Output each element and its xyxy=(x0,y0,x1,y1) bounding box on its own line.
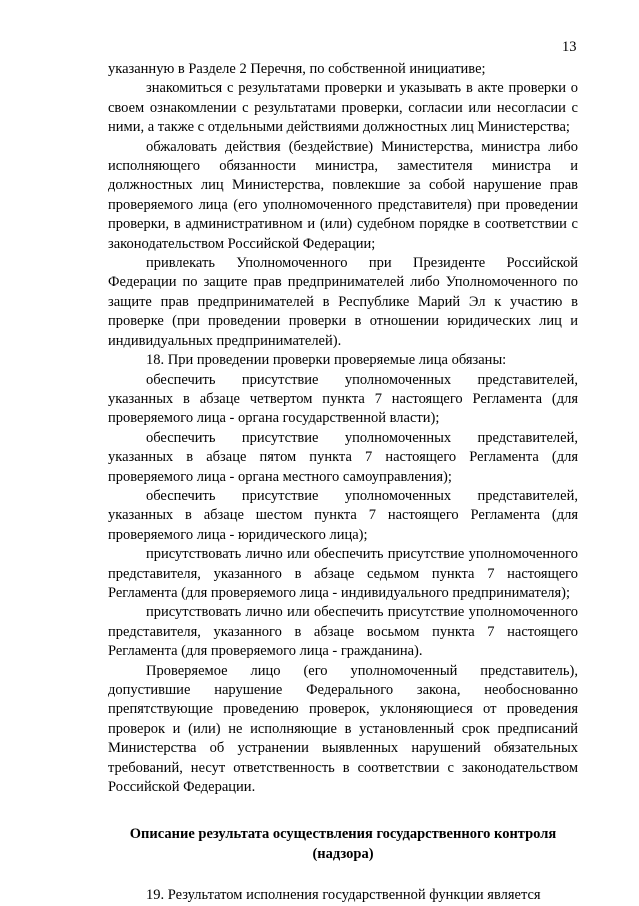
paragraph-11: Проверяемое лицо (его уполномоченный представитель), допустившие нарушение Федерального закона, необоснованно препятствующие проведению проверок, уклоняющиеся от проведения проверок и (или) не исполняющие в установленный срок предписаний Министерства об устранении выявленных нарушений обязательных требований, несут ответственность в соответствии с законодательством Российской Федерации. xyxy=(108,662,578,796)
paragraph-12: 19. Результатом исполнения государственной функции является xyxy=(146,887,541,904)
paragraph-6: обеспечить присутствие уполномоченных представителей, указанных в абзаце четвертом пункта 7 настоящего Регламента (для проверяемого лица - органа государственной власти); xyxy=(108,371,578,427)
paragraph-7: обеспечить присутствие уполномоченных представителей, указанных в абзаце пятом пункта 7 настоящего Регламента (для проверяемого лица - органа местного самоуправления); xyxy=(108,429,578,485)
spacer xyxy=(108,797,578,825)
paragraph-4: привлекать Уполномоченного при Президенте Российской Федерации по защите прав предпринимателей либо Уполномоченного по защите прав предпринимателей в Республике Марий Эл к участию в проверке (при проведении проверки в отношении юридических лиц и индивидуальных предпринимателей). xyxy=(108,255,578,349)
spacer xyxy=(108,864,578,886)
paragraph-8: обеспечить присутствие уполномоченных представителей, указанных в абзаце шестом пункта 7 настоящего Регламента (для проверяемого лица - юридического лица); xyxy=(108,487,578,543)
paragraph-9: присутствовать лично или обеспечить присутствие уполномоченного представителя, указанного в абзаце седьмом пункта 7 настоящего Регламента (для проверяемого лица - индивидуального предпринимателя); xyxy=(108,546,578,601)
page-number: 13 xyxy=(562,39,577,55)
paragraph-1: указанную в Разделе 2 Перечня, по собственной инициативе; xyxy=(108,61,486,77)
paragraph-5: 18. При проведении проверки проверяемые лица обязаны: xyxy=(146,352,507,369)
paragraph-3: обжаловать действия (бездействие) Министерства, министра либо исполняющего обязанности министра, заместителя министра и должностных лиц Министерства, повлекшие за собой нарушение прав проверяемого лица (его уполномоченного представителя) при проведении проверки, в административном и (или) судебном порядке в соответствии с законодательством Российской Федерации; xyxy=(108,138,578,252)
section-heading: Описание результата осуществления государственного контроля (надзора) xyxy=(129,826,557,862)
paragraph-2: знакомиться с результатами проверки и указывать в акте проверки о своем ознакомлении с результатами проверки, согласии или несогласии с ними, а также с отдельными действиями должностных лиц Министерства; xyxy=(108,80,578,136)
document-body xyxy=(108,60,578,906)
paragraph-10: присутствовать лично или обеспечить присутствие уполномоченного представителя, указанного в абзаце восьмом пункта 7 настоящего Регламента (для проверяемого лица - гражданина). xyxy=(108,604,578,660)
